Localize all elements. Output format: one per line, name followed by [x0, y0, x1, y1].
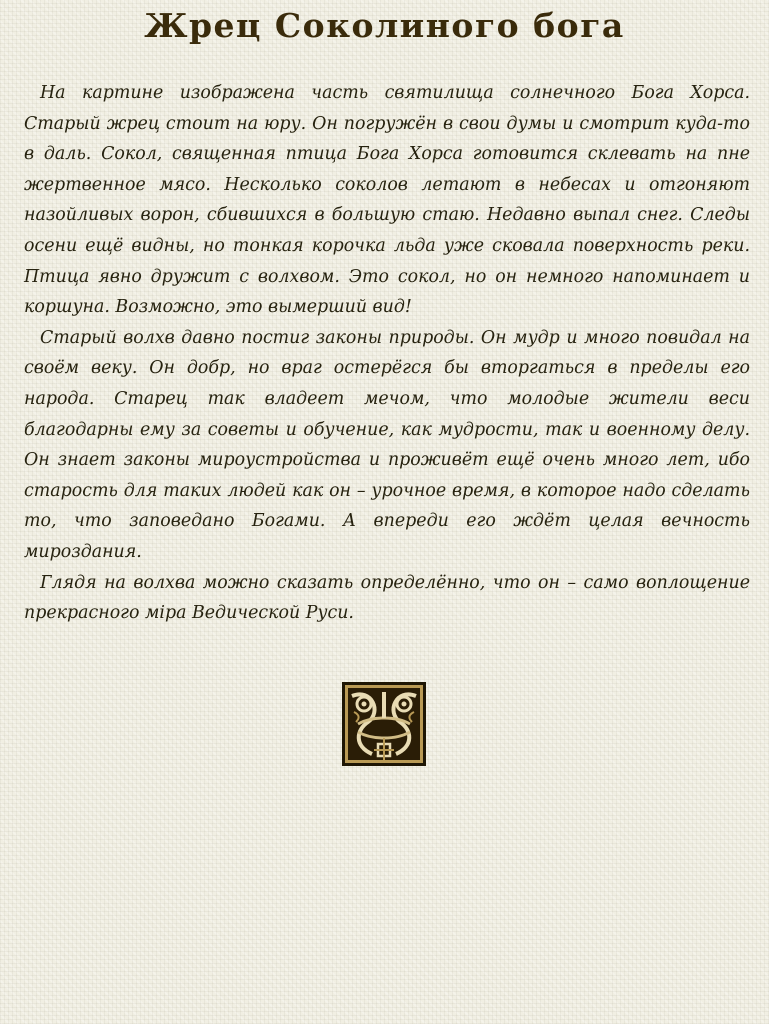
- article-body: [24, 78, 750, 629]
- knotwork-ornament-icon: [342, 682, 426, 766]
- page-title: Жрец Соколиного бога: [144, 6, 625, 45]
- paragraph-2: Старый волхв давно постиг законы природы. Он мудр и много повидал на своём веку. Он добр, но враг остерёгся бы вторгаться в пределы его народа. Старец так владеет мечом, что молодые жители веси благодарны ему за советы и обучение, как мудрости, так и военному делу. Он знает законы мироустройства и проживёт ещё очень много лет, ибо старость для таких людей как он – урочное время, в которое надо сделать то, что заповедано Богами. А впереди его ждёт целая вечность мироздания.: [24, 327, 750, 562]
- paragraph-1: На картине изображена часть святилища солнечного Бога Хорса. Старый жрец стоит на юру. Он погружён в свои думы и смотрит куда-то в даль. Сокол, священная птица Бога Хорса готовится склевать на пне жертвенное мясо. Несколько соколов летают в небесах и отгоняют назойливых ворон, сбившихся в большую стаю. Недавно выпал снег. Следы осени ещё видны, но тонкая корочка льда уже сковала поверхность реки. Птица явно дружит с волхвом. Это сокол, но он немного напоминает и коршуна. Возможно, это вымерший вид!: [24, 83, 750, 318]
- paragraph-3: Глядя на волхва можно сказать определённо, что он – само воплощение прекрасного міра Ведической Руси.: [24, 572, 750, 624]
